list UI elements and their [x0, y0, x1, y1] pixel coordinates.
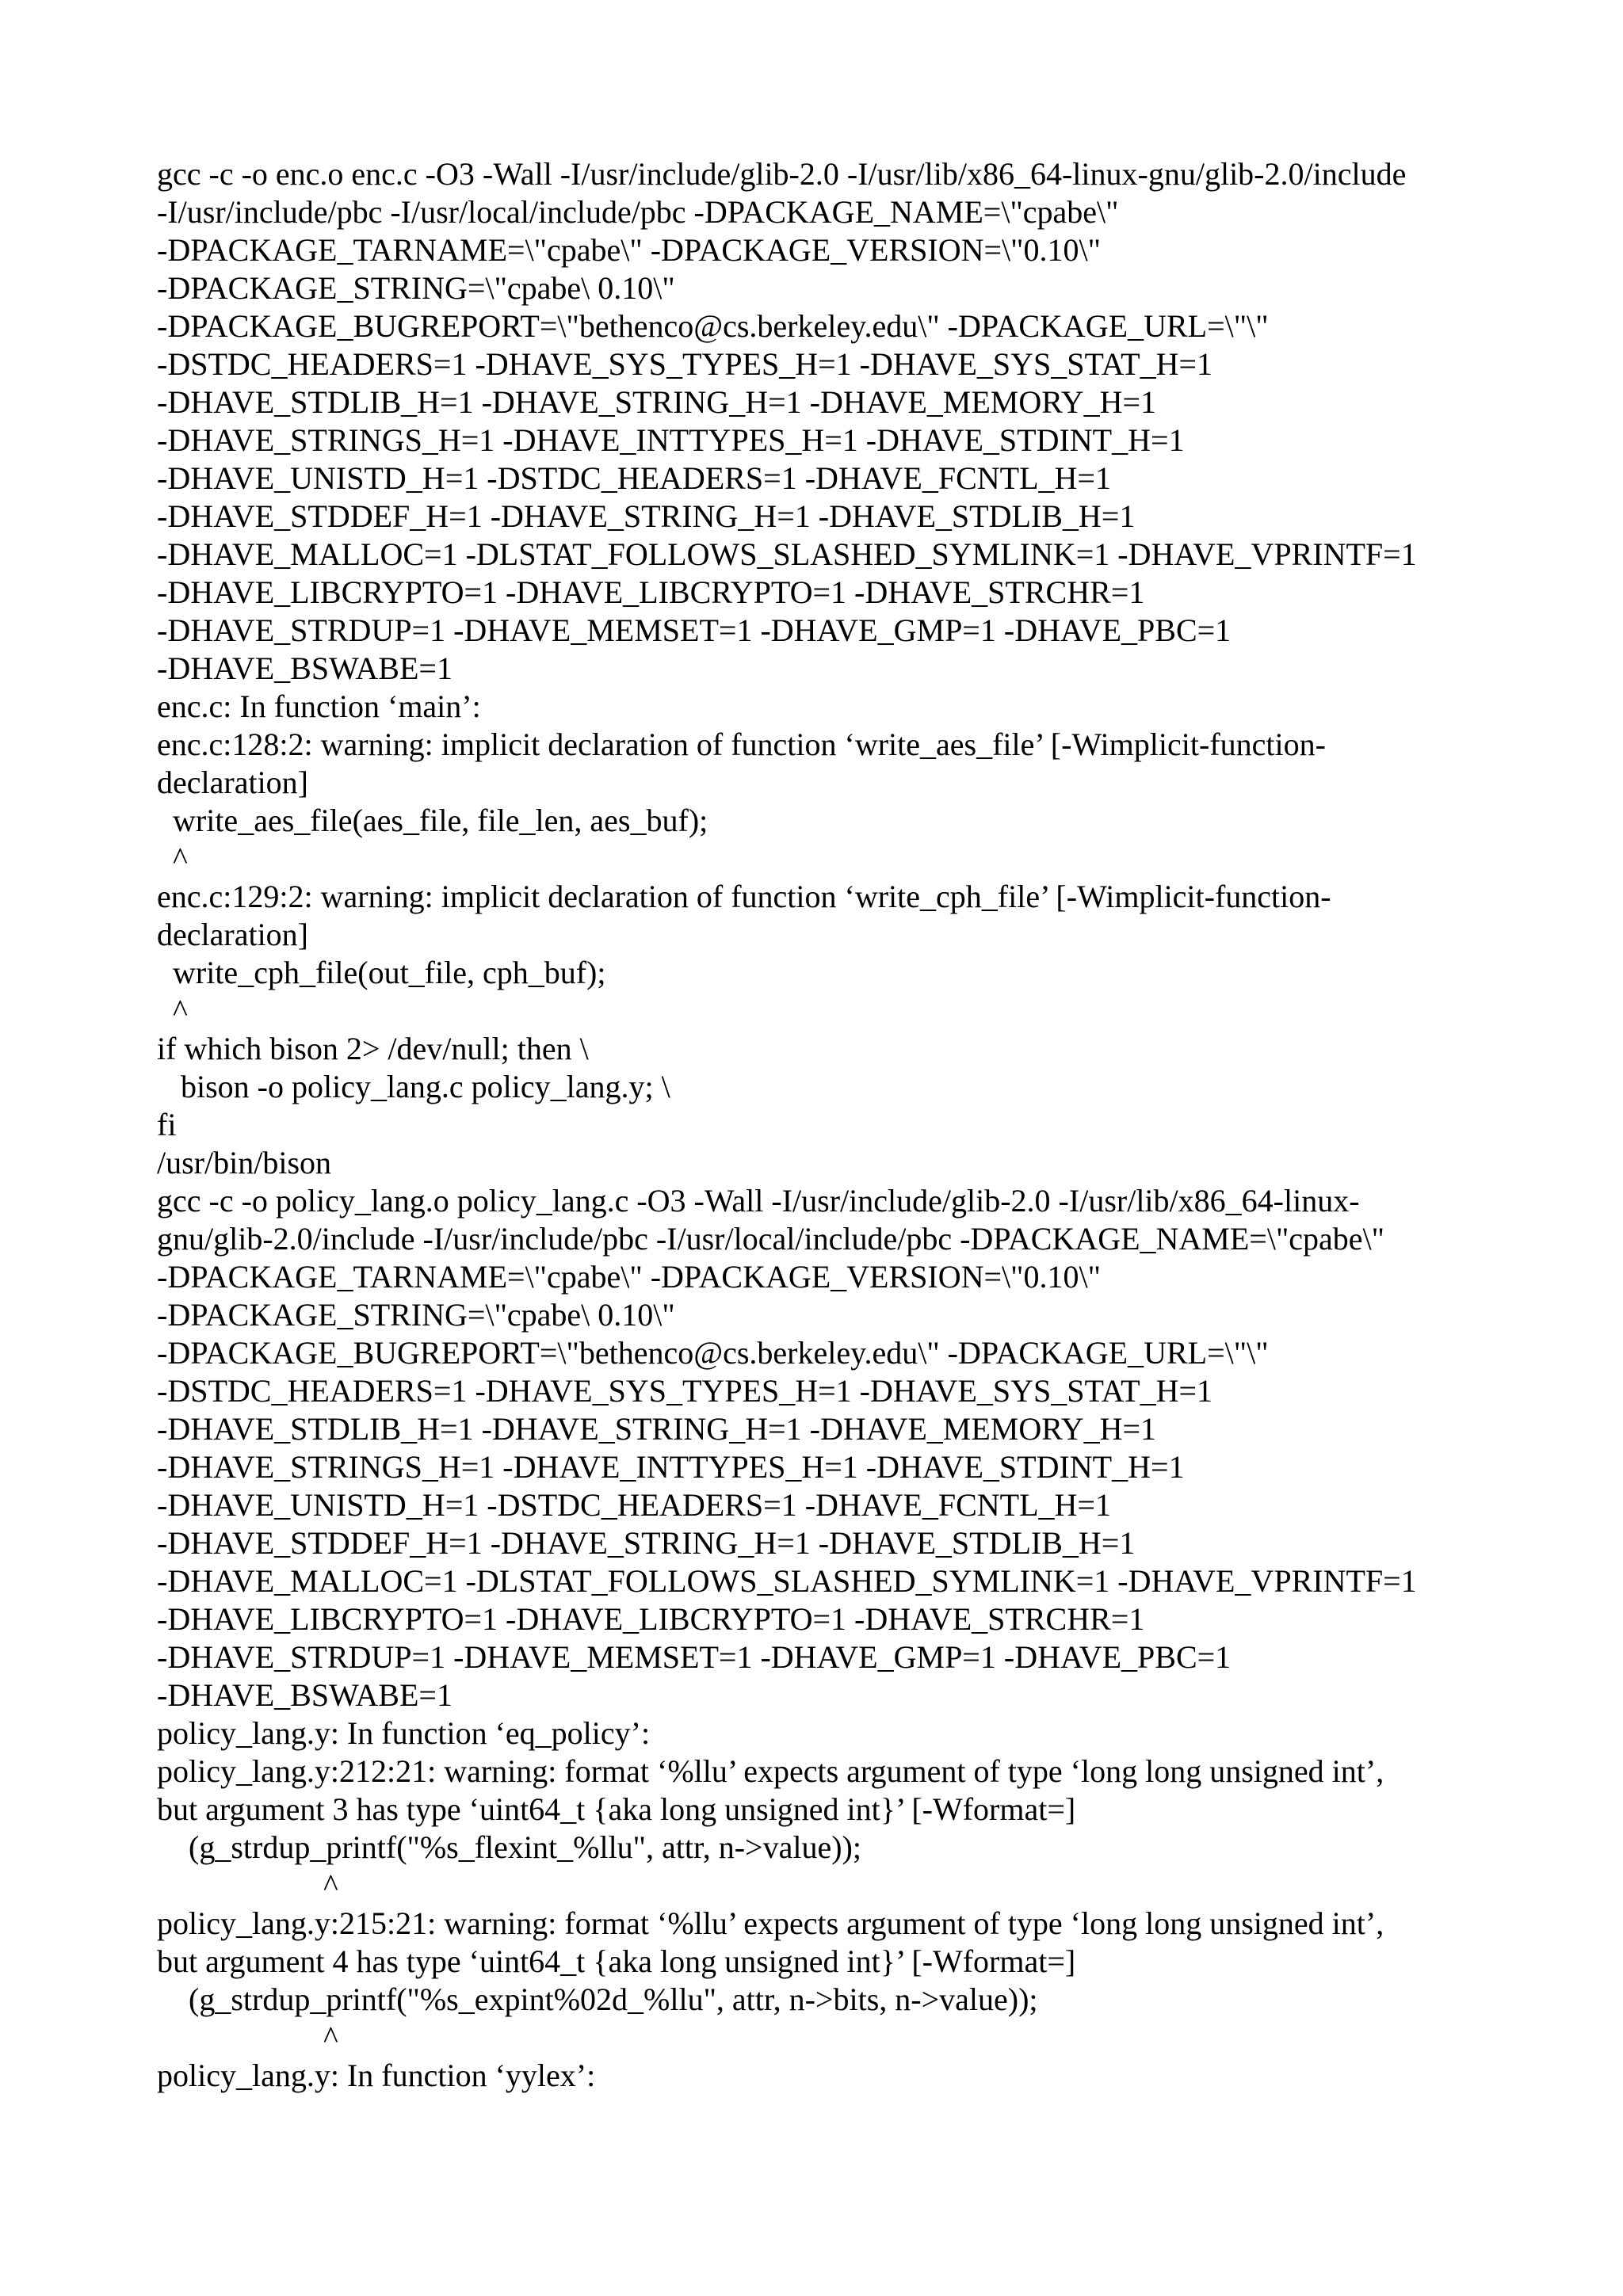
text-line: -DPACKAGE_BUGREPORT=\"bethenco@cs.berkeley.edu\" -DPACKAGE_URL=\"\"	[157, 308, 1269, 344]
text-line: ^	[157, 1867, 338, 1903]
text-line: -DHAVE_STDDEF_H=1 -DHAVE_STRING_H=1 -DHAVE_STDLIB_H=1	[157, 498, 1136, 534]
text-line: ^	[157, 2019, 338, 2055]
text-line: -DHAVE_STDLIB_H=1 -DHAVE_STRING_H=1 -DHAVE_MEMORY_H=1	[157, 1411, 1157, 1447]
text-line: -DPACKAGE_TARNAME=\"cpabe\" -DPACKAGE_VERSION=\"0.10\"	[157, 1259, 1101, 1295]
text-line: -DHAVE_LIBCRYPTO=1 -DHAVE_LIBCRYPTO=1 -DHAVE_STRCHR=1	[157, 574, 1145, 610]
text-line: policy_lang.y: In function ‘yylex’:	[157, 2058, 596, 2093]
text-line: /usr/bin/bison	[157, 1145, 332, 1180]
text-line: -DHAVE_MALLOC=1 -DLSTAT_FOLLOWS_SLASHED_SYMLINK=1 -DHAVE_VPRINTF=1	[157, 536, 1417, 572]
text-line: gcc -c -o policy_lang.o policy_lang.c -O3 -Wall -I/usr/include/glib-2.0 -I/usr/lib/x86_64-linux-	[157, 1183, 1360, 1219]
text-line: policy_lang.y:215:21: warning: format ‘%llu’ expects argument of type ‘long long unsigned int’,	[157, 1905, 1384, 1941]
text-line: -I/usr/include/pbc -I/usr/local/include/pbc -DPACKAGE_NAME=\"cpabe\"	[157, 194, 1119, 230]
text-line: gcc -c -o enc.o enc.c -O3 -Wall -I/usr/include/glib-2.0 -I/usr/lib/x86_64-linux-gnu/glib-2.0/include	[157, 156, 1407, 192]
text-line: policy_lang.y: In function ‘eq_policy’:	[157, 1715, 651, 1751]
text-line: bison -o policy_lang.c policy_lang.y; \	[157, 1069, 670, 1104]
text-line: gnu/glib-2.0/include -I/usr/include/pbc -I/usr/local/include/pbc -DPACKAGE_NAME=\"cpabe\"	[157, 1221, 1384, 1257]
text-line: but argument 4 has type ‘uint64_t {aka long unsigned int}’ [-Wformat=]	[157, 1943, 1076, 1979]
text-line: (g_strdup_printf("%s_expint%02d_%llu", attr, n->bits, n->value));	[157, 1981, 1038, 2017]
text-line: -DPACKAGE_STRING=\"cpabe\ 0.10\"	[157, 1297, 675, 1333]
text-line: -DHAVE_STRINGS_H=1 -DHAVE_INTTYPES_H=1 -DHAVE_STDINT_H=1	[157, 422, 1185, 458]
text-line: enc.c:128:2: warning: implicit declaration of function ‘write_aes_file’ [-Wimplicit-function-	[157, 727, 1326, 762]
text-line: but argument 3 has type ‘uint64_t {aka long unsigned int}’ [-Wformat=]	[157, 1791, 1076, 1827]
text-line: -DHAVE_STRDUP=1 -DHAVE_MEMSET=1 -DHAVE_GMP=1 -DHAVE_PBC=1	[157, 1639, 1232, 1675]
text-line: -DPACKAGE_TARNAME=\"cpabe\" -DPACKAGE_VERSION=\"0.10\"	[157, 232, 1101, 268]
text-line: -DSTDC_HEADERS=1 -DHAVE_SYS_TYPES_H=1 -DHAVE_SYS_STAT_H=1	[157, 1373, 1213, 1409]
text-line: -DSTDC_HEADERS=1 -DHAVE_SYS_TYPES_H=1 -DHAVE_SYS_STAT_H=1	[157, 346, 1213, 382]
text-line: -DHAVE_BSWABE=1	[157, 1677, 453, 1713]
text-line: -DHAVE_BSWABE=1	[157, 650, 453, 686]
compiler-output-text	[157, 155, 1504, 2095]
text-line: ^	[157, 841, 188, 876]
text-line: -DHAVE_LIBCRYPTO=1 -DHAVE_LIBCRYPTO=1 -DHAVE_STRCHR=1	[157, 1601, 1145, 1637]
text-line: (g_strdup_printf("%s_flexint_%llu", attr, n->value));	[157, 1829, 861, 1865]
text-line: write_aes_file(aes_file, file_len, aes_buf);	[157, 803, 708, 838]
text-line: ^	[157, 993, 188, 1028]
text-line: -DPACKAGE_BUGREPORT=\"bethenco@cs.berkeley.edu\" -DPACKAGE_URL=\"\"	[157, 1335, 1269, 1371]
text-line: -DHAVE_STDDEF_H=1 -DHAVE_STRING_H=1 -DHAVE_STDLIB_H=1	[157, 1525, 1136, 1561]
text-line: -DHAVE_STRDUP=1 -DHAVE_MEMSET=1 -DHAVE_GMP=1 -DHAVE_PBC=1	[157, 612, 1232, 648]
text-line: enc.c: In function ‘main’:	[157, 688, 481, 724]
text-line: declaration]	[157, 917, 308, 952]
text-line: enc.c:129:2: warning: implicit declaration of function ‘write_cph_file’ [-Wimplicit-function-	[157, 879, 1331, 914]
text-line: -DPACKAGE_STRING=\"cpabe\ 0.10\"	[157, 270, 675, 306]
text-line: declaration]	[157, 765, 308, 800]
text-line: -DHAVE_MALLOC=1 -DLSTAT_FOLLOWS_SLASHED_SYMLINK=1 -DHAVE_VPRINTF=1	[157, 1563, 1417, 1599]
text-line: -DHAVE_STRINGS_H=1 -DHAVE_INTTYPES_H=1 -DHAVE_STDINT_H=1	[157, 1449, 1185, 1485]
text-line: fi	[157, 1107, 177, 1142]
text-line: -DHAVE_UNISTD_H=1 -DSTDC_HEADERS=1 -DHAVE_FCNTL_H=1	[157, 1487, 1111, 1523]
text-line: -DHAVE_UNISTD_H=1 -DSTDC_HEADERS=1 -DHAVE_FCNTL_H=1	[157, 460, 1111, 496]
text-line: write_cph_file(out_file, cph_buf);	[157, 955, 606, 990]
text-line: if which bison 2> /dev/null; then \	[157, 1031, 589, 1066]
text-line: -DHAVE_STDLIB_H=1 -DHAVE_STRING_H=1 -DHAVE_MEMORY_H=1	[157, 384, 1157, 420]
text-line: policy_lang.y:212:21: warning: format ‘%llu’ expects argument of type ‘long long unsigned int’,	[157, 1753, 1384, 1789]
